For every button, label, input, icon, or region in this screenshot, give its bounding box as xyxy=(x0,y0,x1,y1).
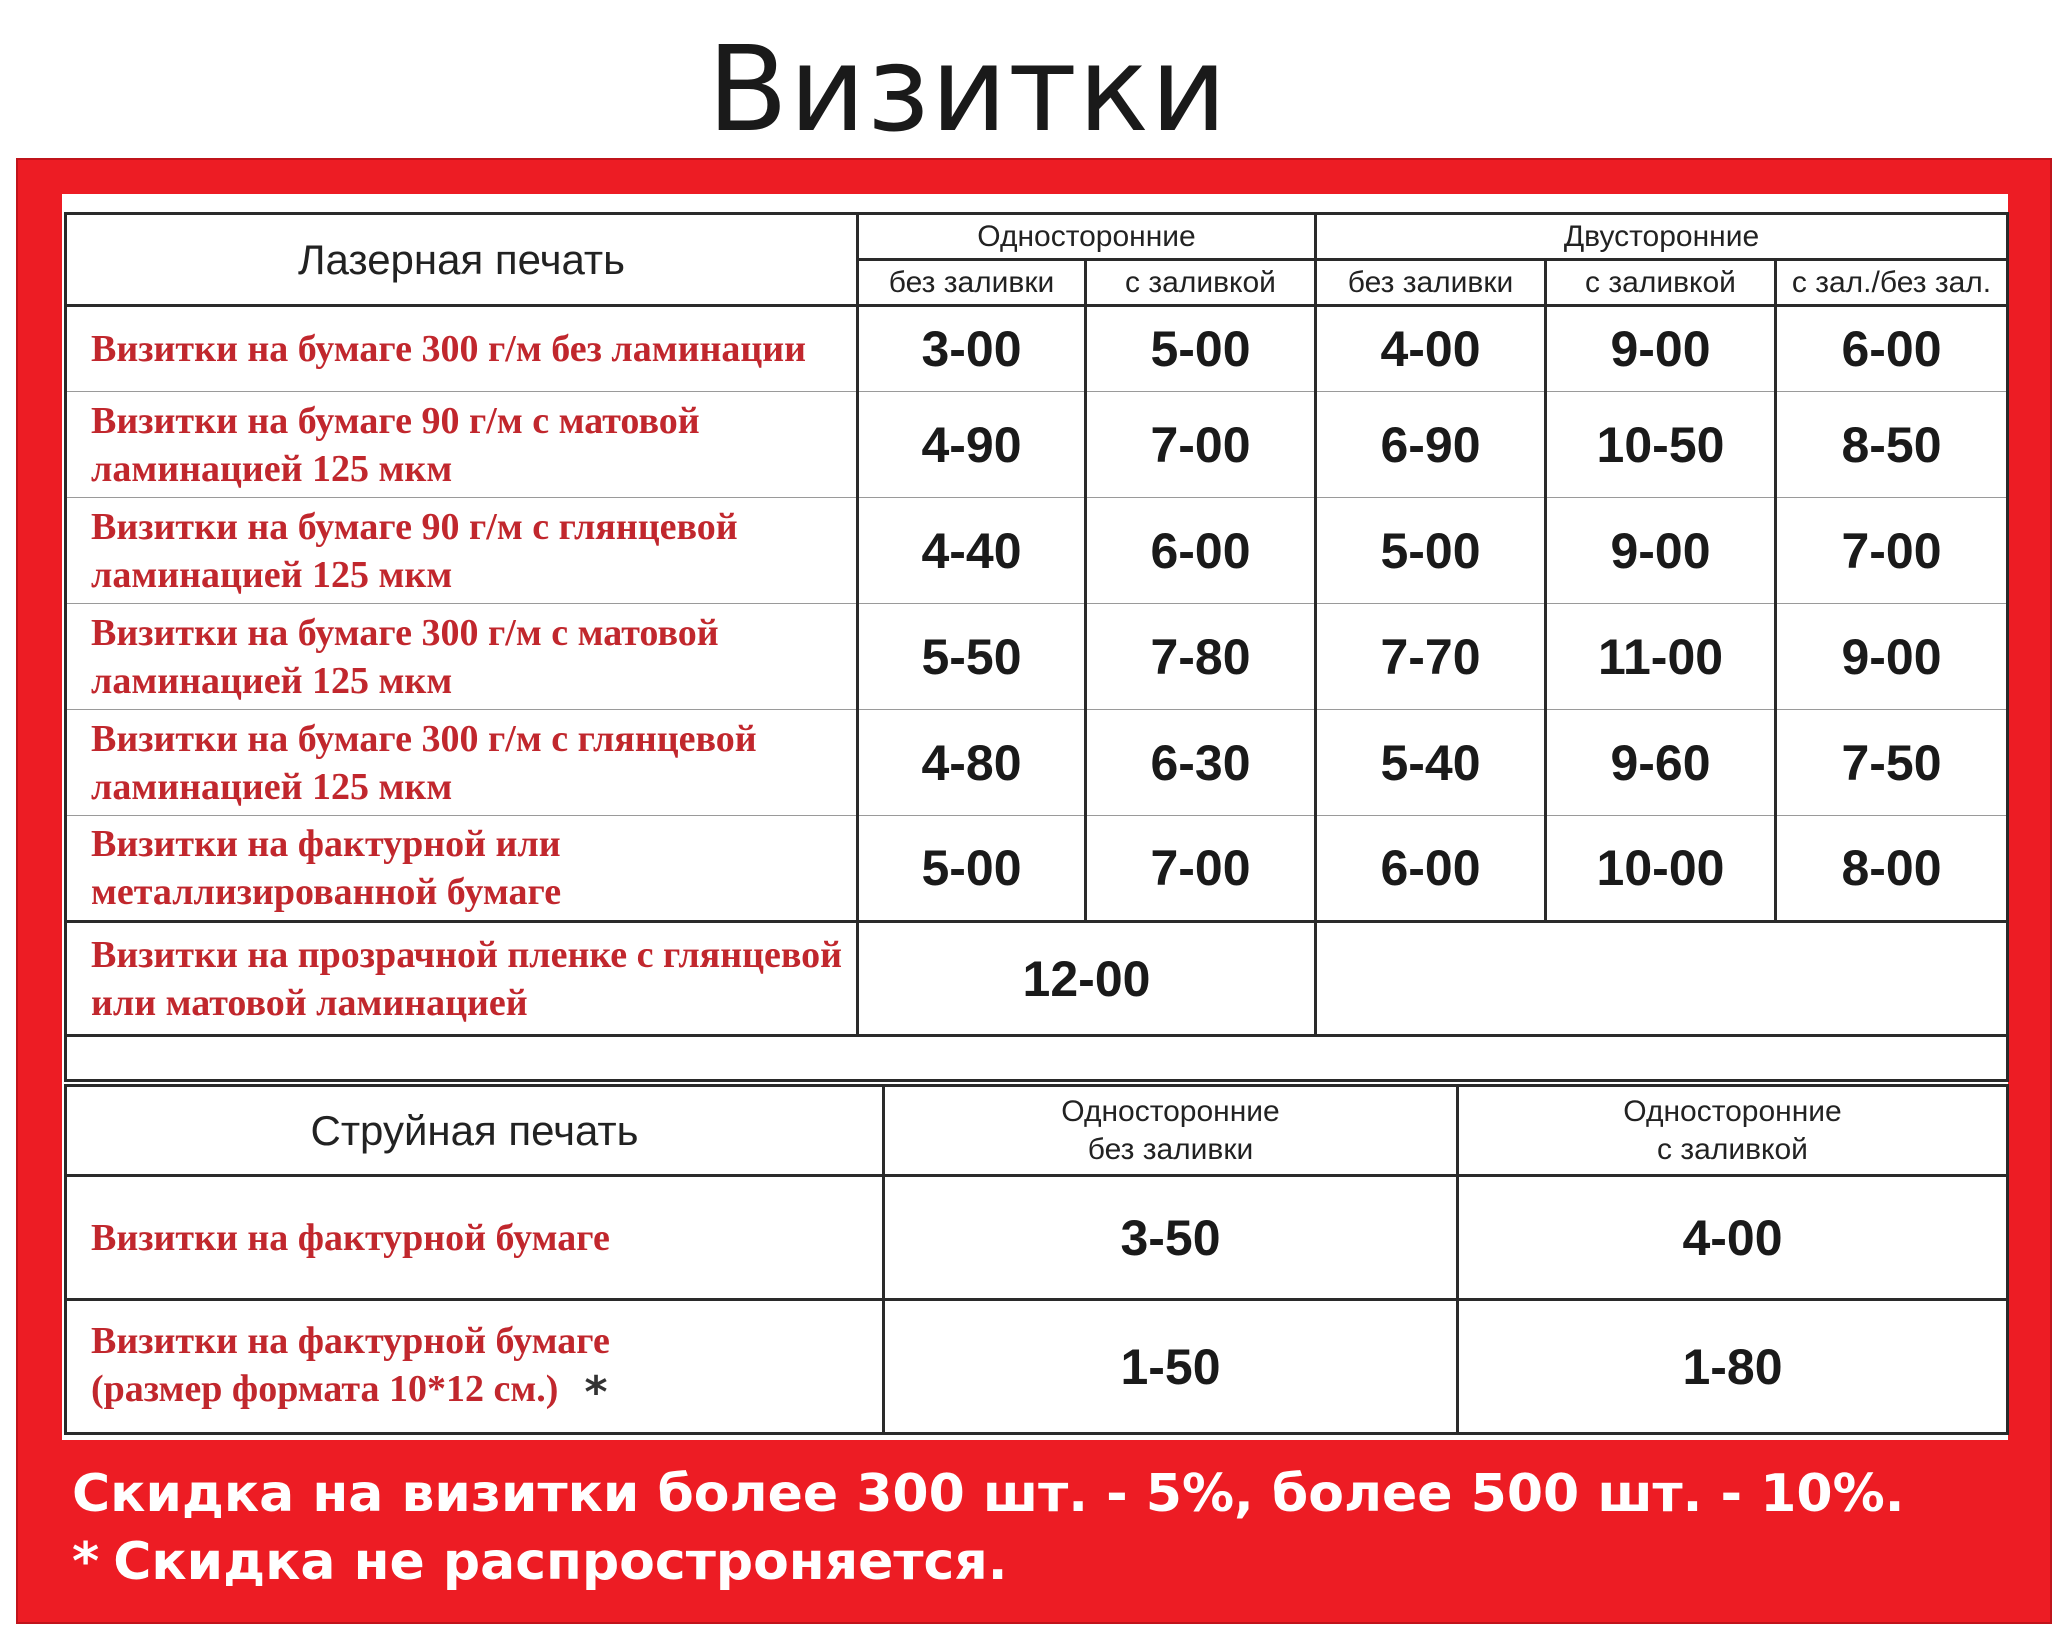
price-cell: 12-00 xyxy=(858,922,1316,1036)
subheader: с зал./без зал. xyxy=(1776,260,2008,306)
laser-section-title: Лазерная печать xyxy=(66,214,858,306)
row-label: Визитки на прозрачной пленке с глянцевой или матовой ламинацией xyxy=(66,922,858,1036)
price-cell: 5-50 xyxy=(858,604,1086,710)
price-cell: 11-00 xyxy=(1546,604,1776,710)
laser-price-table xyxy=(64,212,2009,1082)
asterisk-marker: * xyxy=(72,1532,100,1592)
jet-price-table xyxy=(64,1084,2009,1435)
table-row xyxy=(66,306,2008,392)
exception-text: Скидка не распростроняется. xyxy=(113,1532,1008,1592)
jet-col1-line2: без заливки xyxy=(1087,1132,1254,1166)
table-row xyxy=(66,816,2008,922)
exception-note xyxy=(72,1528,2032,1596)
price-cell: 7-00 xyxy=(1776,498,2008,604)
price-cell: 5-00 xyxy=(1316,498,1546,604)
laser-group-two-sided: Двусторонние xyxy=(1316,214,2008,260)
jet-col-one-sided-fill xyxy=(1458,1086,2008,1176)
jet-section-title: Струйная печать xyxy=(66,1086,884,1176)
row-label: Визитки на бумаге 300 г/м без ламинации xyxy=(66,306,858,392)
row-label: Визитки на фактурной бумаге xyxy=(66,1176,884,1300)
row-label xyxy=(66,1300,884,1434)
price-cell: 7-00 xyxy=(1086,392,1316,498)
row-label: Визитки на фактурной или металлизированной бумаге xyxy=(66,816,858,922)
row-label: Визитки на бумаге 90 г/м с матовой ламинацией 125 мкм xyxy=(66,392,858,498)
subheader: с заливкой xyxy=(1546,260,1776,306)
price-cell: 5-00 xyxy=(858,816,1086,922)
price-cell: 9-60 xyxy=(1546,710,1776,816)
table-row xyxy=(66,498,2008,604)
price-cell: 4-00 xyxy=(1458,1176,2008,1300)
laser-group-one-sided: Односторонние xyxy=(858,214,1316,260)
price-cell: 5-40 xyxy=(1316,710,1546,816)
price-cell: 4-00 xyxy=(1316,306,1546,392)
table-row xyxy=(66,1176,2008,1300)
page-title: Визитки xyxy=(707,20,1228,158)
table-row xyxy=(66,392,2008,498)
price-cell: 4-40 xyxy=(858,498,1086,604)
price-cell: 4-80 xyxy=(858,710,1086,816)
price-cell: 4-90 xyxy=(858,392,1086,498)
subheader: с заливкой xyxy=(1086,260,1316,306)
price-cell: 7-80 xyxy=(1086,604,1316,710)
price-cell: 7-00 xyxy=(1086,816,1316,922)
discount-note: Скидка на визитки более 300 шт. - 5%, более 500 шт. - 10%. xyxy=(72,1464,1905,1524)
price-cell: 8-50 xyxy=(1776,392,2008,498)
price-cell: 6-00 xyxy=(1776,306,2008,392)
price-cell: 6-00 xyxy=(1316,816,1546,922)
subheader: без заливки xyxy=(858,260,1086,306)
row-label-line2: (размер формата 10*12 см.) xyxy=(91,1367,559,1410)
price-cell: 6-00 xyxy=(1086,498,1316,604)
jet-col2-line1: Односторонние xyxy=(1623,1094,1842,1128)
row-label: Визитки на бумаге 90 г/м с глянцевой ламинацией 125 мкм xyxy=(66,498,858,604)
price-cell: 1-80 xyxy=(1458,1300,2008,1434)
notes xyxy=(72,1460,2032,1596)
price-cell: 9-00 xyxy=(1546,306,1776,392)
price-cell: 5-00 xyxy=(1086,306,1316,392)
jet-col-one-sided-no-fill xyxy=(884,1086,1458,1176)
table-row xyxy=(66,604,2008,710)
price-cell: 7-70 xyxy=(1316,604,1546,710)
row-label-line1: Визитки на фактурной бумаге xyxy=(91,1319,610,1362)
spacer-cell xyxy=(66,1036,2008,1081)
price-cell: 3-00 xyxy=(858,306,1086,392)
price-cell: 10-50 xyxy=(1546,392,1776,498)
price-cell: 9-00 xyxy=(1546,498,1776,604)
price-cell: 10-00 xyxy=(1546,816,1776,922)
asterisk-marker: * xyxy=(584,1366,608,1418)
price-cell: 1-50 xyxy=(884,1300,1458,1434)
table-row xyxy=(66,922,2008,1036)
jet-col2-line2: с заливкой xyxy=(1657,1132,1808,1166)
empty-cell xyxy=(1316,922,2008,1036)
spacer-row xyxy=(66,1036,2008,1081)
price-cell: 6-30 xyxy=(1086,710,1316,816)
table-row xyxy=(66,1300,2008,1434)
jet-col1-line1: Односторонние xyxy=(1061,1094,1280,1128)
subheader: без заливки xyxy=(1316,260,1546,306)
price-cell: 9-00 xyxy=(1776,604,2008,710)
row-label: Визитки на бумаге 300 г/м с глянцевой ламинацией 125 мкм xyxy=(66,710,858,816)
price-cell: 8-00 xyxy=(1776,816,2008,922)
price-cell: 6-90 xyxy=(1316,392,1546,498)
price-cell: 3-50 xyxy=(884,1176,1458,1300)
table-row xyxy=(66,710,2008,816)
price-cell: 7-50 xyxy=(1776,710,2008,816)
row-label: Визитки на бумаге 300 г/м с матовой ламинацией 125 мкм xyxy=(66,604,858,710)
